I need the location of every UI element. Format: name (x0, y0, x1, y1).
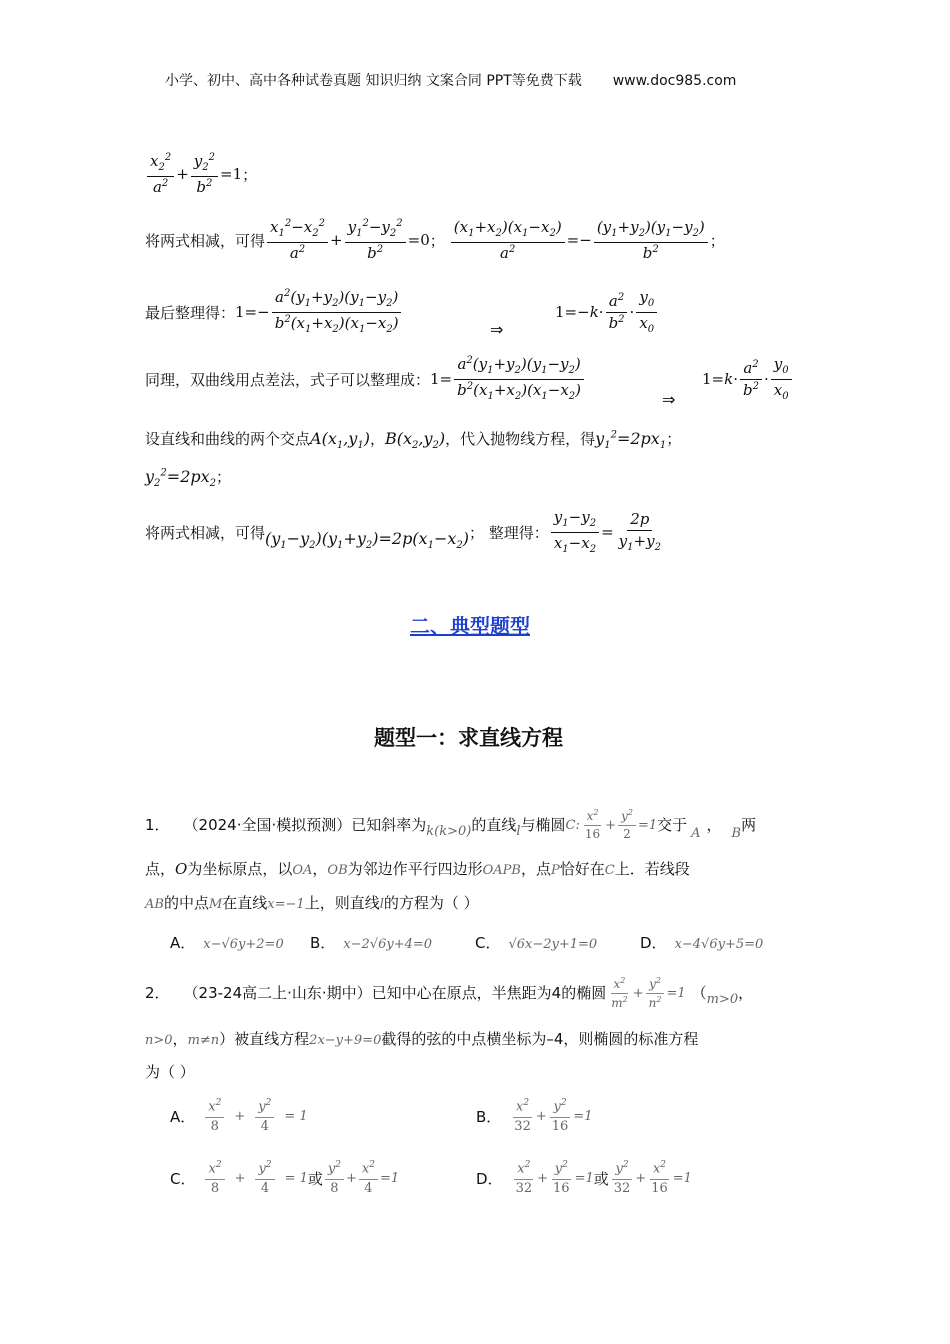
page-header (165, 70, 736, 90)
q1-source: （2024·全国·模拟预测） (183, 815, 352, 834)
q2-text: （ (691, 984, 707, 1002)
q2-option-c[interactable]: C． $\frac{x^2}{8}$ + $\frac{y^2}{4}$ = 1 或 $\frac{y^2}{8}$ + $\frac{x^2}{4}$ =1 (170, 1160, 400, 1196)
q2-line-1: 2． （23-24高二上·山东·期中） 已知中心在原点，半焦距为4的椭圆 $\frac{x^2}{m^2}$ + $\frac{y^2}{n^2}$ =1 （ m>0 ， (145, 976, 754, 1010)
q1-text: 两 (741, 815, 757, 834)
or-text: 或 (307, 1169, 323, 1188)
q1-option-a[interactable]: A． x−√6y+2=0 (170, 934, 284, 952)
eq-line-7: 将两式相减，可得 $(y_1-y_2)(y_1+y_2)=2p(x_1-x_2)$ ； 整理得： $\frac{y_1-y_2}{x_1-x_2}$ = $\frac{2p}{y_1+y_2}$ (145, 508, 661, 555)
q1-line-1: 1． （2024·全国·模拟预测） 已知斜率为 k(k>0) 的直线 l 与椭圆 C: $\frac{x^2}{16}$ + $\frac{y^2}{2}$ =1 交于 A ， B 两 (145, 808, 757, 841)
q1-line-3: AB的中点M在直线x=−1上，则直线l的方程为（ ） (145, 894, 479, 912)
q1-number: 1． (145, 815, 170, 834)
q1-option-b[interactable]: B． x−2√6y+4=0 (310, 934, 433, 952)
eq-line-4: 同理，双曲线用点差法，式子可以整理成： 1= $\frac{a^2(y_1+y_2)(y_1-y_2)}{b^2(x_1+x_2)(x_1-x_2)}$ (145, 355, 586, 403)
q1-text: 已知斜率为 (351, 815, 427, 834)
type-title: 题型一：求直线方程 (374, 726, 563, 750)
option-label: C． (475, 934, 501, 952)
q1-option-c[interactable]: C． √6x−2y+1=0 (475, 934, 598, 952)
header-url[interactable]: www.doc985.com (612, 73, 737, 89)
option-label: B． (310, 934, 336, 952)
line5-text: 设直线和曲线的两个交点 (145, 430, 311, 448)
q2-option-d[interactable]: D． $\frac{x^2}{32}$ + $\frac{y^2}{16}$ =1 或 $\frac{y^2}{32}$ + $\frac{x^2}{16}$ =1 (476, 1160, 692, 1196)
line3-label: 最后整理得： (145, 303, 236, 322)
q2-line-3 (145, 1065, 195, 1080)
q1-text: 的直线 (471, 815, 517, 834)
eq-line-3b: 1=− k · $\frac{a^2}{b^2}$ · $\frac{y_0}{x_0}$ (555, 288, 659, 336)
option-label: C． (170, 1169, 196, 1188)
eq-line-1: $\frac{x_2^2}{a^2}$ + $\frac{y_2^2}{b^2}$ =1 ； (145, 152, 257, 196)
or-text: 或 (593, 1169, 609, 1188)
q2-line-2: n>0，m≠n）被直线方程2x−y+9=0截得的弦的中点横坐标为–4，则椭圆的标准方程 (145, 1030, 699, 1048)
line2-label: 将两式相减，可得 (145, 231, 266, 250)
semicolon: ； (429, 231, 445, 250)
line7-label: 将两式相减，可得 (145, 523, 266, 542)
q2-text: ）被直线方程 (219, 1030, 310, 1048)
q1-text: 在直线 (222, 894, 268, 912)
option-label: D． (476, 1169, 503, 1188)
q1-line-2: 点，O为坐标原点，以OA，OB为邻边作平行四边形OAPB，点P恰好在C上．若线段 (145, 860, 690, 878)
line4-label: 同理，双曲线用点差法，式子可以整理成： (145, 370, 431, 389)
q2-text: 截得的弦的中点横坐标为 (381, 1030, 547, 1048)
q1-text: 的中点 (163, 894, 209, 912)
eq-line-3: 最后整理得： 1=− $\frac{a^2(y_1+y_2)(y_1-y_2)}{b^2(x_1+x_2)(x_1-x_2)}$ (145, 288, 404, 336)
implies-arrow: ⇒ (662, 390, 676, 409)
q1-text: 的方程为（ ） (383, 894, 479, 912)
semicolon: ； (216, 468, 232, 486)
option-label: B． (476, 1107, 502, 1126)
q2-text: ，则椭圆的标准方程 (563, 1030, 699, 1048)
header-text: 小学、初中、高中各种试卷真题 知识归纳 文案合同 PPT等免费下载 (165, 73, 582, 89)
section-title: 二、典型题型 (410, 614, 530, 638)
option-label: D． (640, 934, 667, 952)
q2-number: 2． (145, 984, 170, 1002)
q1-text: 交于 (657, 815, 688, 834)
q1-text: ， (312, 860, 328, 878)
q1-text: ，点 (521, 860, 552, 878)
semicolon: ； (242, 165, 258, 184)
q2-text: 已知中心在原点，半焦距为4的椭圆 (371, 984, 607, 1002)
eq-line-4b: 1= k · $\frac{a^2}{b^2}$ · $\frac{y_0}{x_0}$ (702, 355, 794, 403)
line7-mid: ； 整理得： (469, 523, 549, 542)
q2-neg4: –4 (546, 1030, 564, 1048)
q1-text: 为坐标原点，以 (187, 860, 293, 878)
eq-line-2: 将两式相减，可得 $\frac{x_1^2-x_2^2}{a^2}$ + $\frac{y_1^2-y_2^2}{b^2}$ =0 ； $\frac{(x_1+x_2)(x_1-x_2)}{a^2}$ =− $\frac{(y_1+y_2)(y_1-y_2)}{b^2}$ ； (145, 218, 725, 262)
q1-text: 为邻边作平行四边形 (347, 860, 483, 878)
option-label: A． (170, 934, 196, 952)
q1-text: 上，则直线 (304, 894, 380, 912)
eq-line-5: 设直线和曲线的两个交点$A(x_1,y_1)$，$B(x_2,y_2)$，代入抛物线方程，得$y_1^2=2px_1$； (145, 429, 682, 452)
implies-arrow: ⇒ (490, 320, 504, 339)
q2-text: ， (738, 984, 754, 1002)
semicolon: ； (666, 430, 682, 448)
q1-text: 点， (145, 860, 176, 878)
q2-text: ， (172, 1030, 188, 1048)
q2-text: 为（ ） (145, 1063, 195, 1081)
q1-option-d[interactable]: D． x−4√6y+5=0 (640, 934, 764, 952)
q1-text: 上．若线段 (614, 860, 690, 878)
q1-text: 恰好在 (559, 860, 605, 878)
option-label: A． (170, 1107, 196, 1126)
q2-source: （23-24高二上·山东·期中） (183, 984, 372, 1002)
eq-line-6: $y_2^2=2px_2$； (145, 467, 232, 490)
semicolon: ； (709, 231, 725, 250)
q2-option-b[interactable]: B． $\frac{x^2}{32}$ + $\frac{y^2}{16}$ =1 (476, 1098, 593, 1134)
q1-text: 与椭圆 (520, 815, 566, 834)
q2-option-a[interactable]: A． $\frac{x^2}{8}$ + $\frac{y^2}{4}$ = 1 (170, 1098, 308, 1134)
line5-mid: ，代入抛物线方程，得 (445, 430, 596, 448)
